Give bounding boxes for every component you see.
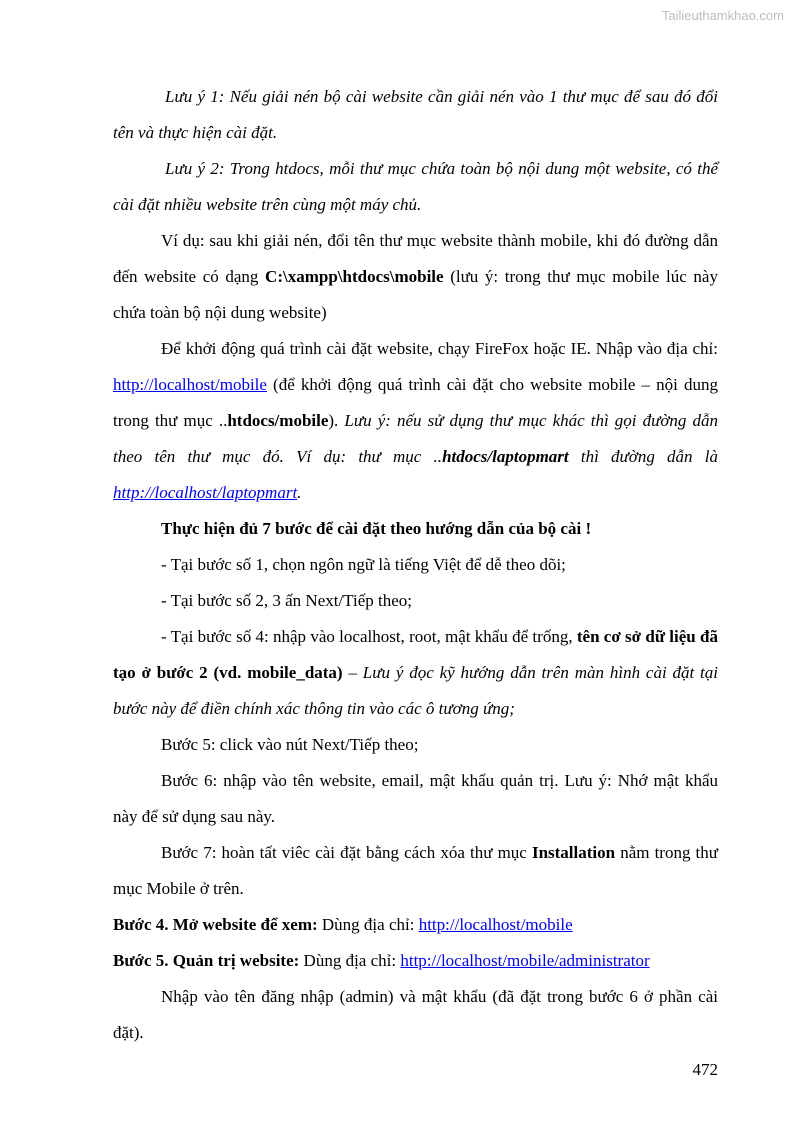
startup-text: Để khởi động quá trình cài đặt website, chạy FireFox hoặc IE. Nhập vào địa chỉ:: [161, 339, 718, 358]
example-paragraph: [113, 223, 718, 331]
login-note: Nhập vào tên đăng nhập (admin) và mật khẩu (đã đặt trong bước 6 ở phần cài đặt).: [113, 987, 718, 1042]
startup-text-middle: (để khởi động quá trình cài đặt cho website mobile – nội dung trong thư mục ..: [113, 375, 718, 430]
example-text-after: (lưu ý: trong thư mục mobile lúc này chứa toàn bộ nội dung website): [113, 267, 718, 322]
step-1: - Tại bước số 1, chọn ngôn ngữ là tiếng Việt để dễ theo dõi;: [161, 555, 566, 574]
startup-paragraph: [113, 331, 718, 511]
note-2: Lưu ý 2: Trong htdocs, mỗi thư mục chứa toàn bộ nội dung một website, có thể cài đặt nhiều website trên cùng một máy chủ.: [113, 159, 718, 214]
administrator-link[interactable]: http://localhost/mobile/administrator: [400, 951, 650, 970]
step-4-text: - Tại bước số 4: nhập vào localhost, root, mật khẩu để trống,: [161, 627, 577, 646]
startup-text-after-folder: ).: [328, 411, 345, 430]
buoc-5: [113, 943, 718, 979]
buoc-4: [113, 907, 718, 943]
step-6: Bước 6: nhập vào tên website, email, mật khẩu quản trị. Lưu ý: Nhớ mật khẩu này để sử dụng sau này.: [113, 771, 718, 826]
buoc-4-text: Dùng địa chỉ:: [317, 915, 419, 934]
document-body: [113, 79, 718, 1051]
watermark: Tailieuthamkhao.com: [661, 8, 784, 23]
installation-folder: Installation: [531, 843, 616, 862]
folder-mobile: htdocs/mobile: [227, 411, 329, 430]
folder-laptopmart: htdocs/laptopmart: [442, 447, 569, 466]
step-7-text-after: nằm trong thư mục Mobile ở trên.: [113, 843, 718, 898]
steps-heading: [113, 511, 718, 547]
buoc-5-label: Bước 5. Quản trị website:: [113, 951, 300, 970]
startup-note: Lưu ý: nếu sử dụng thư mục khác thì gọi đường dẫn theo tên thư mục đó. Ví dụ: thư mục ..: [113, 411, 719, 466]
step-4-note: Lưu ý đọc kỹ hướng dẫn trên màn hình cài đặt tại bước này để điền chính xác thông tin vào các ô tương ứng;: [113, 663, 719, 718]
example-path: C:\xampp\htdocs\mobile: [265, 267, 444, 286]
example-text: Ví dụ: sau khi giải nén, đổi tên thư mục website thành mobile, khi đó đường dẫn đến website có dạng: [113, 231, 718, 286]
step-5: Bước 5: click vào nút Next/Tiếp theo;: [161, 735, 419, 754]
step-7-text: Bước 7: hoàn tất viêc cài đặt bằng cách xóa thư mục: [161, 843, 532, 862]
step-2-3: - Tại bước số 2, 3 ấn Next/Tiếp theo;: [161, 591, 412, 610]
step-4: [113, 619, 718, 727]
page-number: 472: [692, 1060, 718, 1079]
buoc-5-text: Dùng địa chỉ:: [299, 951, 401, 970]
startup-note-2: thì đường dẫn là: [568, 447, 718, 466]
localhost-mobile-link[interactable]: http://localhost/mobile: [113, 375, 267, 394]
note-1: Lưu ý 1: Nếu giải nén bộ cài website cần giải nén vào 1 thư mục để sau đó đổi tên và thực hiện cài đặt.: [113, 87, 718, 142]
steps-heading-text: Thực hiện đủ 7 bước để cài đặt theo hướng dẫn của bộ cài !: [161, 519, 592, 538]
view-website-link[interactable]: http://localhost/mobile: [418, 915, 573, 934]
localhost-laptopmart-link[interactable]: http://localhost/laptopmart: [113, 483, 298, 502]
buoc-4-label: Bước 4. Mở website để xem:: [113, 915, 318, 934]
step-7: [113, 835, 718, 907]
startup-end: .: [297, 483, 302, 502]
step-4-bold: tên cơ sở dữ liệu đã tạo ở bước 2 (vd. mobile_data): [113, 627, 718, 682]
step-4-dash: –: [342, 663, 363, 682]
